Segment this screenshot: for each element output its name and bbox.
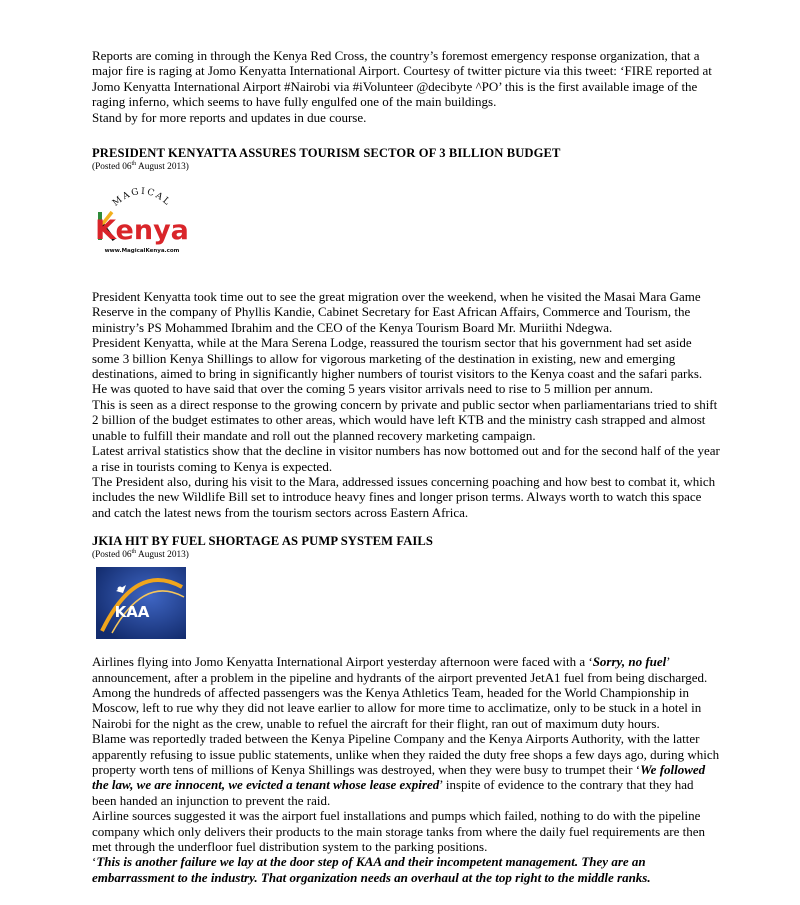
article2-posted-date: (Posted 06th August 2013) (92, 549, 189, 561)
document-page (92, 48, 720, 885)
logo-arc-text: MAGICAL (111, 186, 173, 209)
spacer (92, 643, 720, 654)
svg-text:MAGICAL (111, 187, 173, 209)
magical-kenya-logo (94, 178, 190, 256)
article2-headline: JKIA HIT BY FUEL SHORTAGE AS PUMP SYSTEM FAILS (92, 534, 433, 549)
logo-word: Kenya (95, 215, 189, 247)
article1-posted-date: (Posted 06th August 2013) (92, 160, 189, 173)
article1-paragraph: This is seen as a direct response to the growing concern by private and public sector when parliamentarians tried to shift 2 billion of the budget estimates to other areas, which would have left KTB and the ministry cash strapped and almost unable to fulfill their mandate and roll out the planned recovery marketing campaign. (92, 396, 718, 443)
article2-paragraph: Blame was reportedly traded between the Kenya Pipeline Company and the Kenya Airports Authority, with the latter apparently refusing to issue public statements, unlike when they raided the duty free shops a few days ago, during which property worth tens of millions of Kenya Shillings was destroyed, when they were busy to trumpet their ‘We followed the law, we are innocent, we evicted a tenant whose lease expired’ inspite of evidence to the contrary that they had been handed an injunction to prevent the raid. (92, 731, 720, 808)
article2-paragraph: Among the hundreds of affected passengers was the Kenya Athletics Team, headed for the World Championship in Moscow, left to rue why they did not leave earlier to allow for more time to acclimatize, only to be stuck in a hotel in Nairobi for the night as the crew, unable to refuel the aircraft for their flight, ran out of maximum duty hours. (92, 684, 702, 731)
article1-paragraph: The President also, during his visit to the Mara, addressed issues concerning poaching and how best to combat it, which includes the new Wildlife Bill set to introduce heavy fines and longer prison terms. Always worth to watch this space and catch the latest news from the tourism sectors across Eastern Africa. (92, 473, 716, 520)
article2-paragraph: Airline sources suggested it was the airport fuel installations and pumps which failed, nothing to do with the pipeline company which only delivers their products to the main storage tanks from where the daily fuel requirements are then met through the underfloor fuel distribution system to the parking positions. (92, 808, 705, 854)
quote-sorry-no-fuel: Sorry, no fuel (592, 654, 667, 670)
quote-followed-law: We followed the law, we are innocent, we evicted a tenant whose lease expired (92, 761, 706, 793)
kaa-logo (96, 567, 186, 639)
intro-standby: Stand by for more reports and updates in due course. (92, 109, 367, 125)
article1-headline: PRESIDENT KENYATTA ASSURES TOURISM SECTOR OF 3 BILLION BUDGET (92, 146, 561, 161)
logo-url: www.MagicalKenya.com (104, 248, 180, 255)
spacer (92, 125, 720, 146)
spacer (92, 520, 720, 534)
article2-paragraph: ‘This is another failure we lay at the door step of KAA and their incompetent management. They are an embarrassment to the industry. That organization needs an overhaul at the top right to the middle ranks. (92, 854, 651, 885)
quote-kaa-failure: This is another failure we lay at the door step of KAA and their incompetent management. They are an embarrassment to the industry. That organization needs an overhaul at the top right to the middle ranks. (92, 854, 651, 885)
article2-paragraph: Airlines flying into Jomo Kenyatta International Airport yesterday afternoon were faced with a ‘Sorry, no fuel’ announcement, after a problem in the pipeline and hydrants of the airport prevented JetA1 fuel from being discharged. (92, 654, 708, 685)
magical-kenya-logo-area (92, 173, 720, 267)
intro-paragraph: Reports are coming in through the Kenya Red Cross, the country’s foremost emergency response organization, that a major fire is raging at Jomo Kenyatta International Airport. Courtesy of twitter picture via this tweet: ‘FIRE reported at Jomo Kenyatta International Airport #Nairobi via #iVolunteer @decibyte ^PO’ this is the first available image of the raging inferno, which seems to have fully engulfed one of the main buildings. (92, 48, 712, 110)
article1-paragraph: Latest arrival statistics show that the decline in visitor numbers has now bottomed out and for the second half of the year a rise in tourists coming to Kenya is expected. (92, 443, 720, 474)
article1-paragraph: President Kenyatta, while at the Mara Serena Lodge, reassured the tourism sector that his government had set aside some 3 billion Kenya Shillings to allow for vigorous marketing of the destination in existing, new and emerging destinations, aimed to bring in significantly higher numbers of tourist visitors to the Kenya coast and the safari parks. He was quoted to have said that over the coming 5 years visitor arrivals need to rise to 5 million per annum. (92, 335, 703, 397)
kaa-logo-text: KAA (114, 603, 150, 622)
article1-paragraph: President Kenyatta took time out to see the great migration over the weekend, when he visited the Masai Mara Game Reserve in the company of Phyllis Kandie, Cabinet Secretary for East African Affairs, Commerce and Tourism, the ministry’s PS Mohammed Ibrahim and the CEO of the Kenya Tourism Board Mr. Muriithi Ndegwa. (92, 289, 701, 335)
spacer (92, 267, 720, 289)
kaa-logo-area (92, 561, 720, 643)
